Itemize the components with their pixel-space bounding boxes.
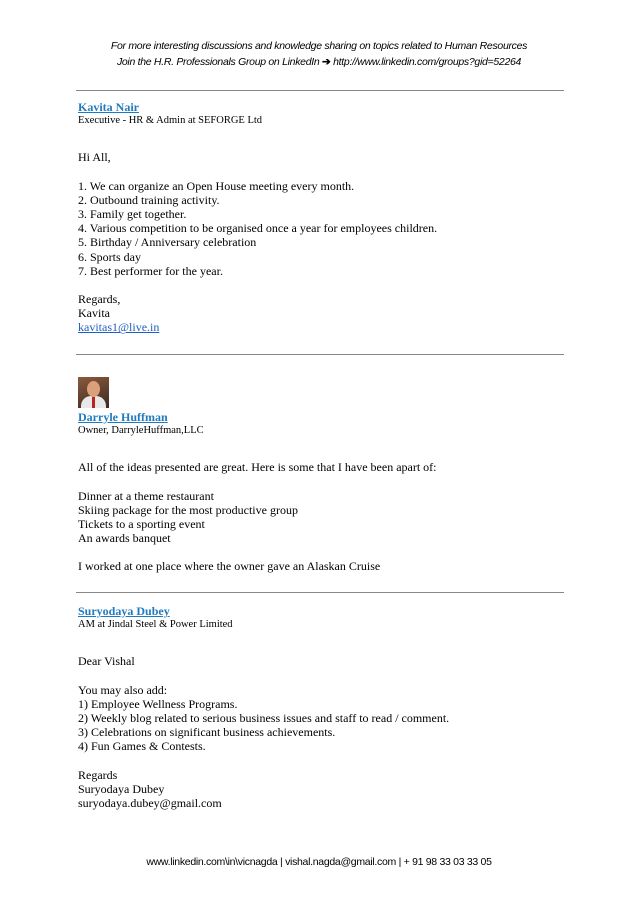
author-name-link[interactable]: Darryle Huffman: [78, 410, 168, 424]
group-url-link[interactable]: http://www.linkedin.com/groups?gid=52264: [333, 56, 522, 68]
list-item: 7. Best performer for the year.: [78, 263, 223, 278]
avatar[interactable]: [78, 377, 109, 408]
list-item: 4. Various competition to be organised once a year for employees children.: [78, 221, 438, 236]
intro-text: All of the ideas presented are great. Here is some that I have been apart of:: [78, 460, 437, 475]
arrow-right-icon: ➔: [322, 56, 331, 68]
greeting: Hi All,: [78, 150, 111, 165]
list-item: Dinner at a theme restaurant: [78, 488, 214, 503]
email-text: suryodaya.dubey@gmail.com: [78, 796, 222, 811]
post-kavita-nair: [78, 100, 558, 335]
divider: [76, 592, 564, 593]
list-item: An awards banquet: [78, 531, 171, 546]
list-item: Skiing package for the most productive group: [78, 502, 298, 517]
outro-text: I worked at one place where the owner gave an Alaskan Cruise: [78, 559, 381, 574]
author-name-link[interactable]: Suryodaya Dubey: [78, 604, 170, 618]
post-darryle-huffman: [78, 377, 558, 574]
closing: Regards,: [78, 292, 121, 307]
list-item: 2) Weekly blog related to serious business issues and staff to read / comment.: [78, 711, 450, 726]
list-item: 4) Fun Games & Contests.: [78, 739, 206, 754]
list-item: 3. Family get together.: [78, 207, 187, 222]
author-name-link[interactable]: Kavita Nair: [78, 100, 139, 114]
closing: Regards: [78, 767, 118, 782]
intro-text: You may also add:: [78, 682, 168, 697]
author-title: Executive - HR & Admin at SEFORGE Ltd: [78, 115, 263, 127]
signature: Kavita: [78, 306, 110, 321]
divider: [76, 354, 564, 355]
list-item: 1. We can organize an Open House meeting every month.: [78, 178, 355, 193]
list-item: 5. Birthday / Anniversary celebration: [78, 235, 257, 250]
list-item: 3) Celebrations on significant business achievements.: [78, 725, 336, 740]
list-item: 6. Sports day: [78, 249, 141, 264]
footer-contact: www.linkedin.com\in\vicnagda | vishal.nagda@gmail.com | + 91 98 33 03 33 05: [146, 856, 492, 868]
header-line-2: [0, 56, 638, 68]
author-title: Owner, DarryleHuffman,LLC: [78, 425, 204, 437]
list-item: 2. Outbound training activity.: [78, 192, 220, 207]
divider: [76, 90, 564, 91]
list-item: Tickets to a sporting event: [78, 517, 205, 532]
list-item: 1) Employee Wellness Programs.: [78, 696, 238, 711]
header-line-1: For more interesting discussions and knowledge sharing on topics related to Human Resources: [110, 40, 528, 52]
post-suryodaya-dubey: [78, 604, 558, 810]
signature: Suryodaya Dubey: [78, 781, 165, 796]
author-title: AM at Jindal Steel & Power Limited: [78, 619, 233, 631]
email-link[interactable]: kavitas1@live.in: [78, 320, 160, 335]
greeting: Dear Vishal: [78, 654, 135, 669]
header-group-text: Join the H.R. Professionals Group on LinkedIn: [116, 56, 320, 68]
